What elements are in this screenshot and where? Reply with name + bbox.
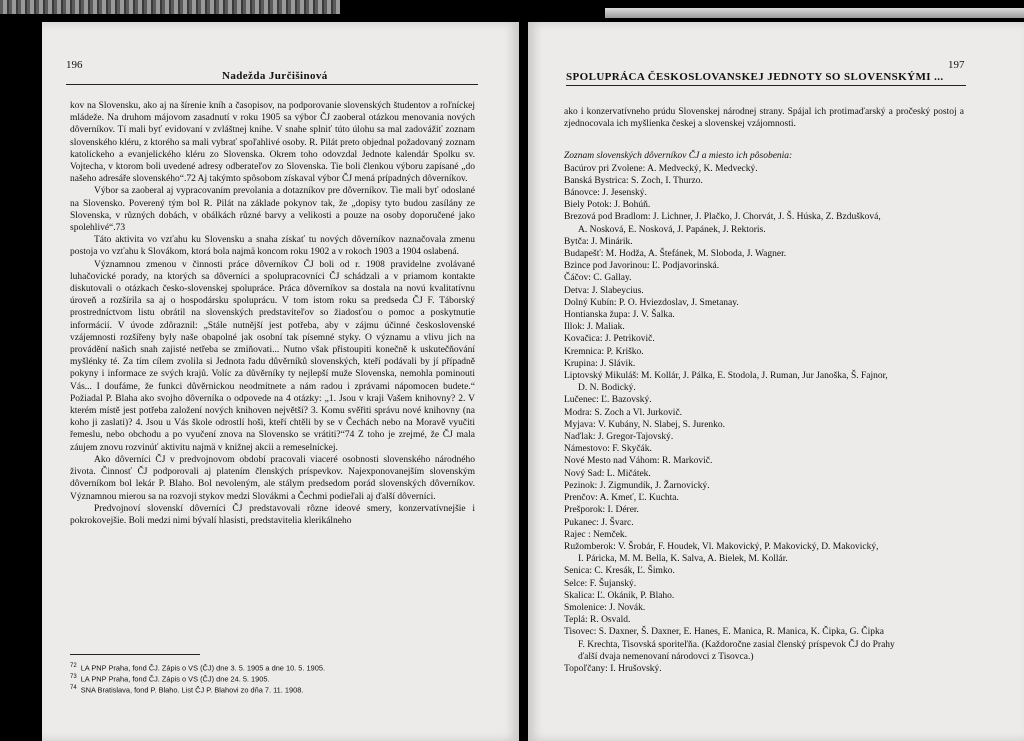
footnote-text: LA PNP Praha, fond ČJ. Zápis o VS (ČJ) dne 3. 5. 1905 a dne 10. 5. 1905. (80, 663, 326, 673)
footnote-number: 74 (70, 685, 77, 692)
list-item: Bytča: J. Minárik. (564, 236, 633, 247)
list-item: Prešporok: I. Dérer. (564, 505, 639, 516)
list-item: Bzince pod Javorinou: Ľ. Podjavorinská. (564, 261, 720, 272)
left-body-text (70, 100, 475, 527)
list-item: I. Páricka, M. M. Bella, K. Salva, A. Bielek, M. Kollár. (578, 554, 788, 565)
list-item: Myjava: V. Kubány, N. Slabej, S. Jurenko. (564, 419, 726, 430)
list-item: ďalší dvaja nemenovaní národovci z Tisovca.) (578, 651, 754, 662)
list-item: Detva: J. Slabeycius. (564, 285, 644, 296)
list-item: Smolenice: J. Novák. (564, 602, 646, 613)
list-item: Nový Sad: L. Mičátek. (564, 468, 651, 479)
footnote (70, 684, 475, 695)
list-item: Selce: F. Šujanský. (564, 578, 637, 589)
list-item: Rajec : Nemček. (564, 529, 628, 540)
list-item: Prenčov: A. Kmeť, Ľ. Kuchta. (564, 493, 679, 504)
list-item: D. N. Bodický. (578, 383, 636, 394)
page-number-right: 197 (948, 59, 965, 71)
body-paragraph: Výbor sa zaoberal aj vypracovaním prevolania a dotazníkov pre dôverníkov. Tie mali byť odoslané na Slovensko. Poverený tým bol R. Pilát na základe pokynov tak, že „dopisy tyto budou zasílány ze Slovenska, v různých dobách, v obálkách různé barvy a velikosti a pouze na osoby doporučené jako spolehlivé“.73 (70, 186, 475, 234)
header-rule-right (566, 85, 966, 86)
list-item: Lučenec: Ľ. Bazovský. (564, 395, 652, 406)
body-paragraph: Ako dôverníci ČJ v predvojnovom období pracovali viaceré osobnosti slovenského národného života. Činnosť ČJ podporovali aj platením členských príspevkov. Najexponovanejším slovenským dôverníkom bol lekár P. Blaho. Bol nevoleným, ale stálym predsedom porád slovenských dôverníkov. Významnou mierou sa na rozvoji stykov medzi Slovákmi a Čechmi podieľali aj ďalší dôverníci. (70, 454, 475, 502)
footnotes (70, 662, 475, 695)
scan-edge-right (605, 8, 1024, 18)
list-item: Skalica: Ľ. Okánik, P. Blaho. (564, 590, 675, 601)
running-head-left: Nadežda Jurčišinová (222, 70, 328, 82)
list-item: Bacúrov pri Zvolene: A. Medvecký, K. Medvecký. (564, 163, 758, 174)
list-item: Brezová pod Bradlom: J. Lichner, J. Plačko, J. Chorvát, J. Š. Húska, Z. Bzdušková, (564, 212, 881, 223)
footnote (70, 662, 475, 673)
footnote-number: 73 (70, 674, 77, 681)
scan-edge-left (0, 0, 340, 14)
footnote-text: SNA Bratislava, fond P. Blaho. List ČJ P. Blahovi zo dňa 7. 11. 1908. (80, 685, 304, 695)
list-item: Tisovec: S. Daxner, Š. Daxner, E. Hanes, E. Manica, R. Manica, K. Čipka, G. Čipka (564, 627, 884, 638)
list-item: Ružomberok: V. Šrobár, F. Houdek, Vl. Makovický, P. Makovický, D. Makovický, (564, 541, 879, 552)
list-item: Pezinok: J. Zigmundík, J. Žarnovický. (564, 480, 710, 491)
body-paragraph: Táto aktivita vo vzťahu ku Slovensku a snaha získať tu nových dôverníkov naznačovala zmenu postoja vo vzťahu k Slovákom, ktorá bola najmä koncom roku 1902 a v rokoch 1903 a 1904 oslabená. (70, 235, 475, 258)
list-item: Illok: J. Maliak. (564, 322, 625, 333)
right-body (564, 106, 964, 675)
delegates-list (564, 163, 964, 676)
page-number-left: 196 (66, 59, 83, 71)
list-item: Budapešť: M. Hodža, A. Štefánek, M. Sloboda, J. Wagner. (564, 249, 787, 260)
list-item: Bánovce: J. Jesenský. (564, 188, 647, 199)
list-item: Liptovský Mikuláš: M. Kollár, J. Pálka, E. Stodola, J. Ruman, Jur Janoška, Š. Fajnor, (564, 371, 888, 382)
footnote-number: 72 (70, 663, 77, 669)
body-paragraph: Významnou zmenou v činnosti práce dôverníkov ČJ boli od r. 1908 pravidelne zvolávané luhačovické porady, na ktorých sa dôverníci a spolupracovníci ČJ schádzali a v priamom kontakte diskutovali o otázkach česko-slovenskej spolupráce. Práca dôverníkov sa dostala na novú kvalitatívnu úroveň a rozšírila sa aj o hospodársku spoluprácu. V tom istom roku sa predseda ČJ F. Táborský prostredníctvom listu obrátil na slovenských predstaviteľov so žiadosťou o pomoc a poskytnutie informácií. V úvode zdôraznil: „Stále nutnější jest potřeba, aby v zájmu účinné československé vzájemnosti rozšířeny byly naše obapolné jak osobní tak písemné styky. O významu a vlivu jich na provádění našich snah zajisté netřeba se zmiňovati... Nutno však přistoupiti konečně k uskutečňování myšlénky té. Za tím cílem zvolila si Jednota řadu důvěrníků slovenských, kteří podávali by jí případně pokyny i informace ze svých krajů. Volíc za důvěrníky ty nejlepší muže Slovenska, nemohla pominouti Vás... I doufáme, že funkci důvěrnickou neodmítnete a nám radou i zprávami nápomocen budete.“ Požiadal P. Blaha ako svojho dôverníka o odpovede na 4 otázky: „1. Jsou v kraji Vašem knihovny? 2. V kterém místě jest potřeba založení nových knihoven největší? 3. Komu svěřiti správu nové knihovny (na koho ji zaslati)? 4. Jsou u Vás škole odrostlí hoši, kteří chtěli by se v Čechách nebo na Moravě vyučiti řemeslu, nebo obchodu a po vyučení znova na Slovensko se vrátiti?“74 Z toho je zrejmé, že ČJ mala záujem znovu rozvinúť aktivitu najmä v knižnej akcii a remeselníckej. (70, 259, 475, 453)
body-paragraph: Predvojnoví slovenskí dôverníci ČJ predstavovali rôzne ideové smery, konzervatívnejšie i pokrokovejšie. Boli medzi nimi bývalí hlasisti, predstavitelia klerikálneho (70, 503, 475, 526)
list-item: Naďlak: J. Gregor-Tajovský. (564, 432, 674, 443)
left-page (42, 22, 519, 741)
list-item: Dolný Kubín: P. O. Hviezdoslav, J. Smetanay. (564, 297, 739, 308)
list-item: Pukanec: J. Švarc. (564, 517, 634, 528)
header-rule-left (66, 84, 478, 85)
list-item: Nové Mesto nad Váhom: R. Markovič. (564, 456, 713, 467)
list-item: Námestovo: F. Skyčák. (564, 444, 652, 455)
list-item: Biely Potok: J. Bohúň. (564, 200, 651, 211)
body-paragraph: kov na Slovensku, ako aj na šírenie kníh a časopisov, na podporovanie slovenských študentov a roľníckej mládeže. Na druhom májovom zasadnutí v roku 1905 sa výbor ČJ zaoberal otázkou menovania nových dôverníkov. Tí mali byť evidovaní v zvláštnej knihe. V snahe splniť túto úlohu sa mal zadovážiť zoznam slovenského kléru, z ktorého sa mali vybrať spoľahlivé osoby. R. Pilát preto objednal požadovaný zoznam katolíckeho a evanjelického kléru zo Slovenska. Okrem toho odovzdal Jednote kalendár Spolku sv. Vojtecha, v ktorom boli uvedené adresy odberateľov zo Slovenska. Tie boli členkou výboru zapísané „do našeho adresáře slovenského“.72 Aj takýmto spôsobom získaval výbor ČJ mená prípadných dôverníkov. (70, 101, 475, 185)
running-head-right: SPOLUPRÁCA ČESKOSLOVANSKEJ JEDNOTY SO SLOVENSKÝMI ... (566, 71, 944, 83)
footnote-text: LA PNP Praha, fond ČJ. Zápis o VS (ČJ) dne 24. 5. 1905. (80, 674, 270, 684)
right-page (528, 22, 1024, 741)
list-item: Kovačica: J. Petrikovič. (564, 334, 655, 345)
list-item: Kremnica: P. Kriško. (564, 346, 644, 357)
footnote (70, 673, 475, 684)
intro-paragraph: ako i konzervatívneho prúdu Slovenskej národnej strany. Spájal ich protimaďarský a pročeský postoj a zjednocovala ich myšlienka českej a slovenskej vzájomnosti. (564, 107, 964, 130)
list-item: Modra: S. Zoch a Vl. Jurkovič. (564, 407, 683, 418)
list-item: Senica: C. Kresák, Ľ. Šimko. (564, 566, 675, 577)
list-item: Teplá: R. Osvald. (564, 615, 631, 626)
list-item: Hontianska župa: J. V. Šalka. (564, 310, 675, 321)
list-item: F. Krechta, Tisovská sporiteľňa. (Každoročne zasial členský príspevok ČJ do Prahy (578, 639, 895, 650)
list-item: Banská Bystrica: S. Zoch, I. Thurzo. (564, 175, 703, 186)
list-item: Topoľčany: I. Hrušovský. (564, 663, 662, 674)
list-item: Krupina: J. Slávik. (564, 358, 636, 369)
footnote-rule (70, 654, 200, 655)
list-title: Zoznam slovenských dôverníkov ČJ a miesto ich pôsobenia: (564, 151, 793, 162)
list-item: Čáčov: C. Gallay. (564, 273, 632, 284)
list-item: A. Nosková, E. Nosková, J. Papánek, J. Rektoris. (578, 224, 766, 235)
